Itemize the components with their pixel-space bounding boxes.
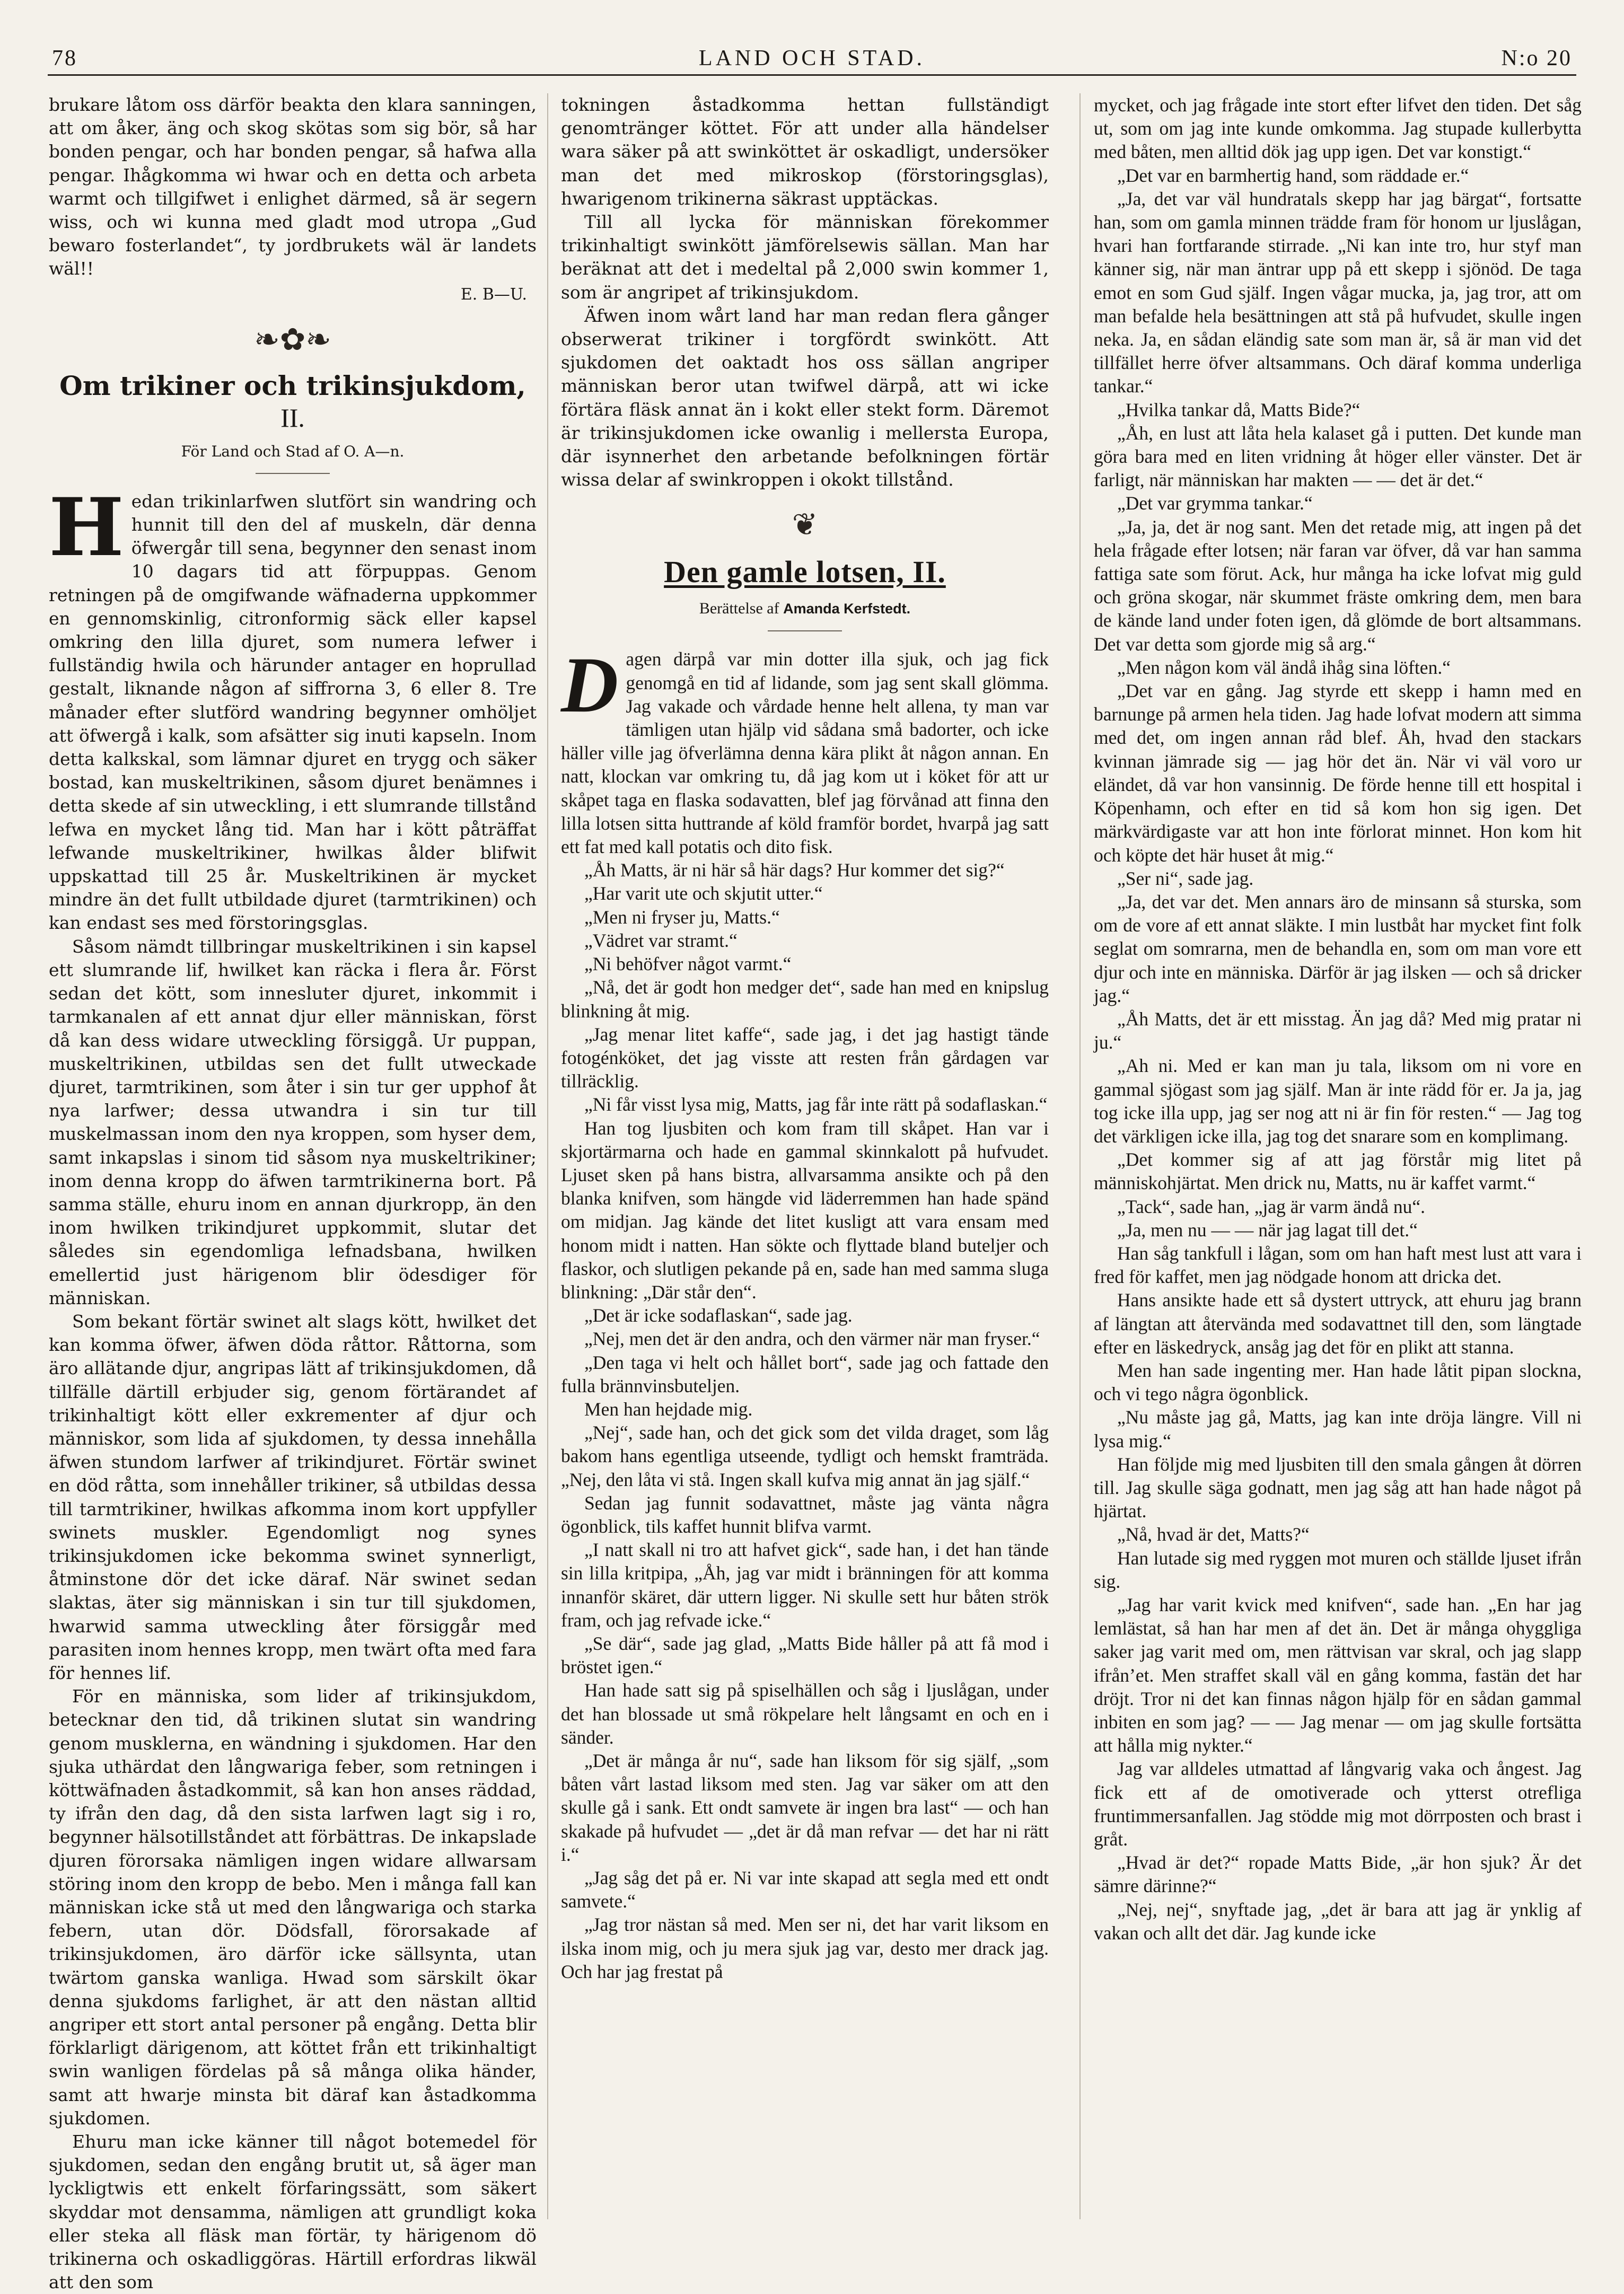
body-paragraph: tokningen åstadkomma hettan fullständigt genomtränger köttet. För att under alla händelser wara säker på att swinköttet är oskadligt, undersöker man det med mikroskop (förstoringsglas), hwarigenom trikinerna säkrast upptäckas. [561,94,1049,209]
drop-cap: D [561,641,619,729]
story-paragraph: „Vädret var stramt.“ [584,929,738,951]
column-3 [1094,93,1582,2230]
story-paragraph: „Ser ni“, sade jag. [1117,867,1254,889]
story-paragraph: „Det kommer sig af att jag förstår mig litet på människohjärtat. Men drick nu, Matts, nu är kaffet varmt.“ [1094,1149,1582,1194]
story-paragraph: Han lutade sig med ryggen mot muren och ställde ljuset ifrån sig. [1094,1547,1582,1592]
story-paragraph: „Ni får visst lysa mig, Matts, jag får inte rätt på sodaflaskan.“ [584,1094,1048,1115]
story-paragraph: „Det var grymma tankar.“ [1117,493,1313,514]
story-text: agen därpå var min dotter illa sjuk, och jag fick genomgå en tid af lidande, som jag sent skall glömma. Jag vakade och vårdade henne helt allena, ty man var tämligen utan hjälp vid sådana små badorter, och icke häller ville jag öfverlämna denna kära plikt åt någon annan. En natt, klockan var omkring tu, då jag kom ut i köket för att ur skåpet taga en flaska sodavatten, blef jag förvånad att finna den lilla lotsen sitta huttrande af köld framför bordet, hvarpå jag satt ett fat med kall potatis och dito fisk. [561,648,1049,858]
column-2 [561,93,1049,2230]
body-paragraph: Till all lycka för människan förekommer trikinhaltigt swinkött jämförelsewis sällan. Man har beräknat att det i medeltal på 2,000 swin kommer 1, som är angripet af trikinsjukdom. [561,212,1049,303]
column-divider [1079,93,1081,2219]
story-paragraph: Han tog ljusbiten och kom fram till skåpet. Han var i skjortärmarna och hade en gammal skinnkalott på hufvudet. Ljuset sken på hans bistra, allvarsamma ansikte och på den blanka knifven, som hängde vid läderremmen han hade spänd om midjan. Jag kände det litet kusligt att vara ensam med honom midt i natten. Han sökte och flyttade bland buteljer och flaskor, och slutligen pekande på en, sade han med samma sluga blinkning: „Där står den“. [561,1117,1049,1303]
story-paragraph: „Ja, det var väl hundratals skepp har jag bärgat“, fortsatte han, som om gamla minnen trädde fram för honom ur ljuslågan, hvari han fortfarande stirrade. „Ni kan inte tro, hur styf man känner sig, när man äntrar upp på ett skepp i sjönöd. De taga emot en som Gud själf. Ingen vågar mucka, ja, jag tror, att om man befalde hela besättningen att stå på hufvudet, skulle ingen neka. Ja, en sådan eländig sate som man är, så är man vid det tillfället herre öfver altsammans. Och däraf komma underliga tankar.“ [1094,188,1582,397]
story-paragraph: Men han hejdade mig. [584,1398,753,1420]
story-title: Den gamle lotsen, II. [664,555,946,590]
body-paragraph [49,480,537,935]
story-paragraph: „Men ni fryser ju, Matts.“ [584,906,780,928]
story-paragraph: mycket, och jag frågade inte stort efter lifvet den tiden. Det såg ut, som om jag inte kunde omkomma. Jag stupade kullerbytta med båten, men alltid dök jag upp igen. Det var konstigt.“ [1094,94,1582,163]
story-paragraph: „Hvad är det?“ ropade Matts Bide, „är hon sjuk? Är det sämre därinne?“ [1094,1852,1582,1897]
story-paragraph: „Tack“, sade han, „jag är varm ändå nu“. [1117,1196,1425,1217]
intro-paragraph: brukare låtom oss därför beakta den klara sanningen, att om åker, äng och skog skötas som sig bör, så har bonden pengar, och har bonden pengar, så hafwa alla pengar. Ihågkomma wi hwar och en detta och arbeta warmt och tillgifwet i enlighet därmed, så är segern wiss, och wi kunna med gladt mod utropa „Gud bewaro fosterlandet“, ty jordbrukets wäl är landets wäl!! [49,94,537,279]
story-paragraph: „Åh, en lust att låta hela kalaset gå i putten. Det kunde man göra bara med en liten vridning åt höger eller vänster. Det är farligt, när människan har makten — — det är det.“ [1094,422,1582,491]
story-paragraph: „Jag såg det på er. Ni var inte skapad att segla med ett ondt samvete.“ [561,1867,1049,1912]
story-paragraph: „Det var en gång. Jag styrde ett skepp i hamn med en barnunge på armen hela tiden. Jag hade lofvat modern att simma med det, om ingen annan råd blef. Åh, hvad den stackars kvinnan jämrade sig — jag hör det än. När vi väl voro ur eländet, då var hon vansinnig. De förde henne till ett hospital i Köpenhamn, och efter en tid så kom hon sig igen. Det märkvärdigaste var att hon inte förlorat minnet. Hon kom hit och köpte det här huset åt mig.“ [1094,680,1582,866]
story-byline [561,599,1049,619]
ornament-icon: ❧✿❧ [254,321,331,357]
story-byline-prefix: Berättelse af [699,600,779,618]
body-paragraph: För en människa, som lider af trikinsjukdom, betecknar den tid, då trikinen slutat sin wandring genom musklerna, en wändning i sjukdomen. Har den sjuka uthärdat den långwariga feber, som retningen i köttwäfnaden åstadkommit, så kan hon anses räddad, ty ifrån den dag, då den sista larfwen lagt sig i ro, begynner hälsotillståndet att förbättras. De inkapslade djuren förorsaka nämligen ingen widare allwarsam störing inom den kropp de bebo. Men i många fall kan människan icke stå ut med den långwariga och starka febern, utan dör. Dödsfall, förorsakade af trikinsjukdomen, äro därför icke sällsynta, utan twärtom ganska wanliga. Hwad som särskilt ökar denna sjukdoms farlighet, är att den nästan alltid angriper ett stort antal personer på engång. Detta blir förklarligt därigenom, att köttet från ett trikinhaltigt swin wanligen fördelas på så många olika händer, samt att hwarje minsta bit däraf kan åstadkomma sjukdomen. [49,1686,537,2129]
column-divider [547,93,548,2219]
newspaper-title: LAND OCH STAD. [698,46,926,71]
story-paragraph: „Ja, det var det. Men annars äro de minsann så sturska, som om de vore af ett annat släkte. I min lustbåt har mycket fint folk seglat om somrarna, men de behandla en, som om man vore ett djur och inte en människa. Därför är jag ilsken — och så dricker jag.“ [1094,891,1582,1006]
story-paragraph: „Nå, hvad är det, Matts?“ [1117,1524,1310,1545]
body-paragraph: Ehuru man icke känner till något botemedel för sjukdomen, sedan den engång brutit ut, så äger man lyckligtwis ett enkelt förfaringssätt, som säkert skyddar mot densamma, nämligen att grundligt koka eller steka all fläsk man förtär, ty härigenom dö trikinerna och oskadliggöras. Härtill erfordras likwäl att den som [49,2131,537,2293]
column-1 [49,93,537,2293]
story-paragraph: „Men någon kom väl ändå ihåg sina löften.“ [1117,656,1451,678]
story-paragraph: Han såg tankfull i lågan, som om han haft mest lust att vara i fred för kaffet, men jag nödgade honom att dricka det. [1094,1242,1582,1288]
story-paragraph: Han följde mig med ljusbiten till den smala gången åt dörren till. Jag skulle säga godnatt, men jag såg att han hade något på hjärtat. [1094,1453,1582,1522]
story-paragraph: „Jag tror nästan så med. Men ser ni, det har varit liksom en ilska inom mig, och ju mera sjuk jag var, desto mer drack jag. Och har jag frestat på [561,1914,1049,1982]
story-paragraph: „Det är många år nu“, sade han liksom för sig själf, „som båten vårt lastad liksom med sten. Jag var säker om att den skulle gå i sank. Ett ondt samvete är ingen bra last“ — och han skakade på hufvudet — „det är då man refvar — det har ni rätt i.“ [561,1750,1049,1865]
story-paragraph: „Ja, ja, det är nog sant. Men det retade mig, att ingen på det hela frågade efter lotsen; när faran var öfver, då var han samma fattiga sate som förut. Ack, hur många ha icke lofvat mig guld och gröna skogar, när skummet fräste omkring dem, men bara de kände land under foten igen, då glömde de bort altsammans. Det var detta som gjorde mig så arg.“ [1094,516,1582,655]
page-header [48,41,1576,76]
story-paragraph: „Åh Matts, det är ett misstag. Än jag då? Med mig pratar ni ju.“ [1094,1008,1582,1053]
story-paragraph: „Ni behöfver något varmt.“ [584,953,792,975]
story-paragraph: „Jag menar litet kaffe“, sade jag, i det jag hastigt tände fotogénköket, det jag visste att resten från gårdagen var tillräcklig. [561,1023,1049,1092]
story-author: Amanda Kerfstedt. [783,601,911,617]
body-paragraph: Som bekant förtär swinet alt slags kött, hwilket det kan komma öfwer, äfwen döda råttor. Råttorna, som äro allätande djur, angripas lätt af trikinsjukdomen, då tillfälle därtill erbjuder sig, genom förtärandet af trikinhaltigt kött eller exkrementer af djur och människor, som lida af sjukdomen, ty dessa innehålla äfwen stundom larfwer af trikindjuret. Förtär swinet en död råtta, som innehåller trikiner, så utbildas dessa till tarmtrikiner, hwilkas afkomma inom kort uppfyller swinets muskler. Egendomligt nog synes trikinsjukdomen icke bekomma swinet synnerligt, åtminstone dör det icke däraf. När swinet sedan slaktas, äter sig människan i sin tur till sjukdomen, hwarwid samma utweckling åter försiggår med parasiten inom hennes kropp, men twärt ofta med fara för hennes lif. [49,1311,537,1683]
story-paragraph: Sedan jag funnit sodavattnet, måste jag vänta några ögonblick, tils kaffet hunnit blifva varmt. [561,1492,1049,1537]
story-paragraph: „Jag har varit kvick med knifven“, sade han. „En har jag lemlästat, så han har men af det än. Det är många ohyggliga saker jag varit med om, men rättvisan var skral, och jag slapp ifrån’et. Men straffet skall väl en gång komma, fastän det har dröjt. Tror ni det kan finnas någon hjälp för en sådan gammal inbiten en som jag? — — Jag menar — om jag skulle fortsätta att hålla mig nykter.“ [1094,1594,1582,1756]
story-paragraph: „Nej, nej“, snyftade jag, „det är bara att jag är ynklig af vakan och allt det där. Jag kunde icke [1094,1899,1582,1944]
story-paragraph: „Nå, det är godt hon medger det“, sade han med en knipslug blinkning åt mig. [561,977,1049,1022]
divider-rule [256,473,330,474]
story-paragraph: „Se där“, sade jag glad, „Matts Bide håller på att få mod i bröstet igen.“ [561,1632,1049,1678]
story-paragraph: Jag var alldeles utmattad af långvarig vaka och ångest. Jag fick ett af de omotiverade och ytterst otrefliga fruntimmersanfallen. Jag stödde mig mot dörrposten och brast i gråt. [1094,1758,1582,1850]
divider-rule [768,630,842,631]
story-paragraph: „Nu måste jag gå, Matts, jag kan inte dröja längre. Vill ni lysa mig.“ [1094,1407,1582,1452]
article-title-text: Om trikiner och trikinsjukdom, [59,370,526,401]
ornament-icon: ❦ [792,506,818,543]
article-part: II. [280,402,305,433]
body-text: edan trikinlarfwen slutfört sin wandring och hunnit till den del af muskeln, där denna öfwergår till sena, begynner den senast inom 10 dagars tid att förpuppas. Genom retningen på de omgifwande wäfnaderna uppkommer en gennomskinlig, citronformig säck eller kapsel omkring den lilla djuret, som numera lefwer i fullständig hwila och härunder antager en hoprullad gestalt, liknande någon af siffrorna 3, 6 eller 8. Tre månader efter slutförd wandring begynner omhöljet att öfwergå i kalk, som afsätter sig inuti kapseln. Inom detta kalkskal, som lämnar djuret en trygg och säker bostad, kan muskeltrikinen, såsom djuret benämnes i detta skede af sin utweckling, i ett slumrande tillstånd lefwa en mycket lång tid. Man har i kött påträffat lefwande muskeltrikiner, hwilkas ålder blifwit uppskattad till 25 år. Muskeltrikinen är mycket mindre än det fullt utbildade djuret (tarmtrikinen) och kan endast ses med förstoringsglas. [49,490,537,934]
story-paragraph: Men han sade ingenting mer. Han hade låtit pipan slockna, och vi tego några ögonblick. [1094,1359,1582,1405]
story-paragraph: „Nej“, sade han, och det gick som det vilda draget, som låg bakom hans egentliga utseende, tydligt och hemskt framträda. „Nej, den låta vi stå. Ingen skall kufva mig annat än jag själf.“ [561,1422,1049,1490]
story-paragraph: „Ja, men nu — — när jag lagat till det.“ [1117,1219,1418,1241]
story-paragraph: „Ah ni. Med er kan man ju tala, liksom om ni vore en gammal sjögast som jag själf. Man är inte rädd för er. Ja ja, jag tog icke illa upp, jag ser nog att ni är fin för resten.“ — Jag tog det värkligen icke illa, jag tog det snarare som en komplimang. [1094,1055,1582,1147]
issue-number: N:o 20 [1501,46,1572,71]
body-paragraph: Såsom nämdt tillbringar muskeltrikinen i sin kapsel ett slumrande lif, hwilket kan räcka i flera år. Först sedan det kött, som innesluter djuret, inkommit i tarmkanalen af ett annat djur eller människan, först då kan dess widare utweckling försiggå. Ur puppan, muskeltrikinen, utbildas sen det fullt utweckade djuret, tarmtrikinen, som åter i sin tur ger upphof åt nya larfwer; dessa utwandra i sin tur till muskelmassan inom den nya kroppen, som hyser dem, samt inkapslas i sinom tid såsom nya muskeltrikiner; inom denna kropp do äfwen tarmtrikinerna bort. På samma ställe, ehuru inom en annan djurkropp, än den inom hwilken trikindjuret uppkommit, slutar det således sin egendomliga lefnadsbana, hwilken emellertid just härigenom blir ödesdiger för människan. [49,936,537,1308]
story-paragraph: Hans ansikte hade ett så dystert uttryck, att ehuru jag brann af längtan att återvända med sodavattnet till den, som längtade efter en läskedryck, ansåg jag det för en plikt att stanna. [1094,1289,1582,1358]
article-byline: För Land och Stad af O. A—n. [181,442,405,460]
story-paragraph: „I natt skall ni tro att hafvet gick“, sade han, i det han tände sin lilla kritpipa, „Åh, jag var midt i bränningen för att komma innanför skäret, där uttern ligger. Ni skulle sett hur båten strök fram, och jag refvade icke.“ [561,1539,1049,1631]
story-paragraph [561,641,1049,858]
story-paragraph: „Åh Matts, är ni här så här dags? Hur kommer det sig?“ [584,859,1005,881]
article-continuation [561,93,1049,491]
story-body [561,641,1049,1983]
page-number: 78 [52,46,77,71]
story-paragraph: „Det är icke sodaflaskan“, sade jag. [584,1305,853,1326]
story-paragraph: Han hade satt sig på spiselhällen och såg i ljuslågan, under det han blossade ut små rökpelare helt långsamt en och en i sänder. [561,1680,1049,1748]
article-title [49,370,537,434]
story-paragraph: „Det var en barmhertig hand, som räddade er.“ [1117,164,1469,186]
story-paragraph: „Har varit ute och skjutit utter.“ [584,883,823,904]
drop-cap: H [49,480,124,574]
body-paragraph: Äfwen inom wårt land har man redan flera gånger obserwerat trikiner i torgfördt swinkött. Att sjukdomen det oaktadt hos oss sällan angriper människan beror utan twifwel därpå, att wi icke förtära fläsk annat än i kokt eller stekt form. Däremot är trikinsjukdomen icke owanlig i mellersta Europa, där isynnerhet den arbetande befolkningen förtär wissa delar af swinkroppen i okokt tillstånd. [561,305,1049,490]
story-paragraph: „Den taga vi helt och hållet bort“, sade jag och fattade den fulla brännvinsbuteljen. [561,1351,1049,1396]
story-paragraph: „Hvilka tankar då, Matts Bide?“ [1117,399,1360,420]
story-paragraph: „Nej, men det är den andra, och den värmer när man fryser.“ [584,1328,1040,1350]
signature: E. B—U. [460,285,527,304]
